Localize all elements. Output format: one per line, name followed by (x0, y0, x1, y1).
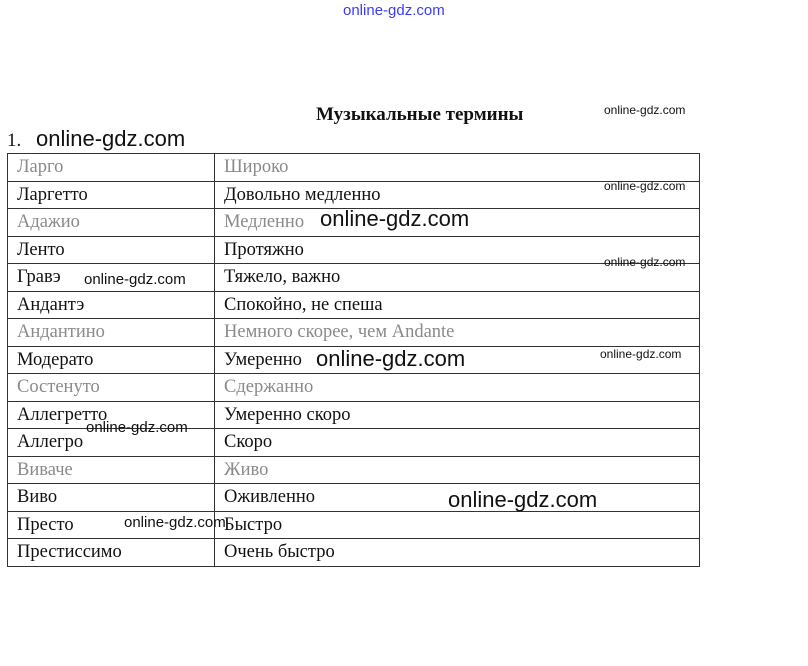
watermark-large: online-gdz.com (320, 206, 470, 231)
table-row (8, 539, 700, 567)
term-cell: Андантино (8, 319, 215, 347)
meaning-cell: Умеренно скоро (215, 401, 700, 429)
meaning-cell: Живо (215, 456, 700, 484)
term-cell: Престо (8, 511, 215, 539)
watermark-small: online-gdz.com (604, 179, 686, 193)
watermark-large: online-gdz.com (316, 346, 466, 371)
term-cell: Гравэ (8, 264, 215, 292)
term-cell: Виваче (8, 456, 215, 484)
table-row (8, 291, 700, 319)
term-cell: Модерато (8, 346, 215, 374)
table-row (8, 154, 700, 182)
meaning-cell: Оживленно (215, 484, 700, 512)
term-cell: Состенуто (8, 374, 215, 402)
term-cell: Аллегро (8, 429, 215, 457)
watermark-large: online-gdz.com (448, 487, 598, 512)
term-cell: Аллегретто (8, 401, 215, 429)
meaning-cell: Умеренно (215, 346, 700, 374)
term-cell: Виво (8, 484, 215, 512)
item-number: 1. (7, 130, 22, 151)
meaning-cell: Очень быстро (215, 539, 700, 567)
term-cell: Престиссимо (8, 539, 215, 567)
meaning-cell: Сдержанно (215, 374, 700, 402)
watermark-large: online-gdz.com (36, 126, 186, 151)
meaning-cell: Протяжно (215, 236, 700, 264)
meaning-cell: Медленно (215, 209, 700, 237)
term-cell: Ленто (8, 236, 215, 264)
meaning-cell: Скоро (215, 429, 700, 457)
meaning-cell: Спокойно, не спеша (215, 291, 700, 319)
table-row (8, 456, 700, 484)
table-row (8, 236, 700, 264)
meaning-cell: Довольно медленно (215, 181, 700, 209)
meaning-cell: Тяжело, важно (215, 264, 700, 292)
watermark-small: online-gdz.com (604, 103, 686, 117)
watermark-medium: online-gdz.com (124, 514, 226, 531)
table-row (8, 511, 700, 539)
term-cell: Ларго (8, 154, 215, 182)
term-cell: Адажио (8, 209, 215, 237)
watermark-medium: online-gdz.com (84, 271, 186, 288)
term-cell: Андантэ (8, 291, 215, 319)
watermark-medium: online-gdz.com (86, 419, 188, 436)
table-row (8, 319, 700, 347)
meaning-cell: Быстро (215, 511, 700, 539)
meaning-cell: Широко (215, 154, 700, 182)
table-row (8, 374, 700, 402)
meaning-cell: Немного скорее, чем Andante (215, 319, 700, 347)
table-row (8, 181, 700, 209)
term-cell: Ларгетто (8, 181, 215, 209)
watermark-small: online-gdz.com (604, 255, 686, 269)
watermark-top: online-gdz.com (343, 2, 445, 19)
watermark-small: online-gdz.com (600, 347, 682, 361)
page-title: Музыкальные термины (316, 104, 524, 125)
